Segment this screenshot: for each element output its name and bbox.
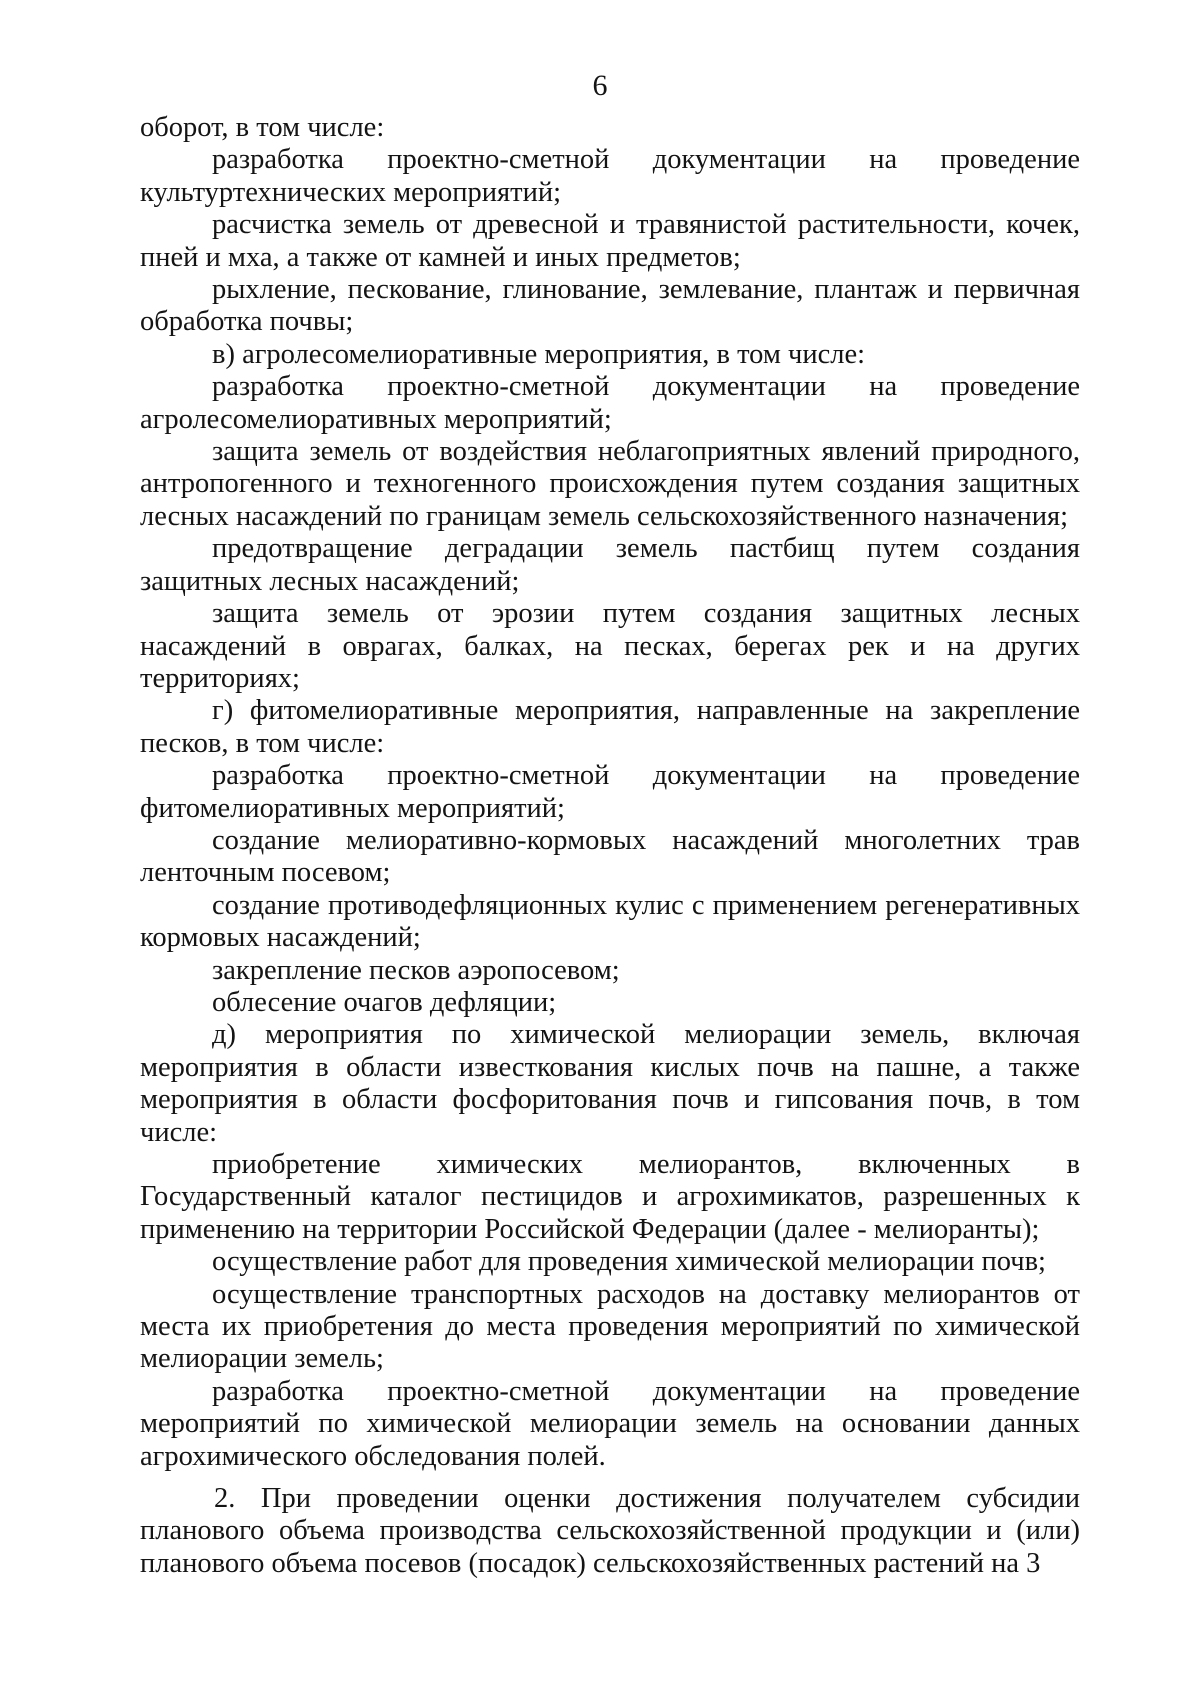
paragraph-section-d: д) мероприятия по химической мелиорации земель, включая мероприятия в области известкования кислых почв на пашне, а также мероприятия в области фосфоритования почв и гипсования почв, в том числе: xyxy=(140,1019,1080,1148)
paragraph-item-2: 2. При проведении оценки достижения получателем субсидии планового объема производства сельскохозяйственной продукции и (или) планового объема посевов (посадок) сельскохозяйственных растений на 3 xyxy=(140,1483,1080,1579)
paragraph: расчистка земель от древесной и травянистой растительности, кочек, пней и мха, а также от камней и иных предметов; xyxy=(140,209,1080,273)
paragraph-section-g: г) фитомелиоративные мероприятия, направленные на закрепление песков, в том числе: xyxy=(140,695,1080,759)
paragraph: разработка проектно-сметной документации на проведение фитомелиоративных мероприятий; xyxy=(140,760,1080,824)
paragraph: разработка проектно-сметной документации на проведение агролесомелиоративных мероприятий; xyxy=(140,371,1080,435)
paragraph: закрепление песков аэропосевом; xyxy=(212,954,620,986)
paragraph: разработка проектно-сметной документации на проведение мероприятий по химической мелиорации земель на основании данных агрохимического обследования полей. xyxy=(140,1375,1080,1472)
paragraph: защита земель от эрозии путем создания защитных лесных насаждений в оврагах, балках, на песках, берегах рек и на других территориях; xyxy=(140,598,1080,694)
paragraph: защита земель от воздействия неблагоприятных явлений природного, антропогенного и техногенного происхождения путем создания защитных лесных насаждений по границам земель сельскохозяйственного назначения; xyxy=(140,436,1080,532)
paragraph: разработка проектно-сметной документации на проведение культуртехнических мероприятий; xyxy=(140,144,1080,208)
paragraph: создание противодефляционных кулис с применением регенеративных кормовых насаждений; xyxy=(140,889,1080,954)
paragraph: приобретение химических мелиорантов, включенных в Государственный каталог пестицидов и агрохимикатов, разрешенных к применению на территории Российской Федерации (далее - мелиоранты); xyxy=(140,1149,1080,1245)
document-body xyxy=(140,112,1080,1580)
paragraph-section-v: в) агролесомелиоративные мероприятия, в том числе: xyxy=(212,338,866,370)
paragraph: рыхление, пескование, глинование, землевание, плантаж и первичная обработка почвы; xyxy=(140,274,1080,338)
paragraph: осуществление транспортных расходов на доставку мелиорантов от места их приобретения до места проведения мероприятий по химической мелиорации земель; xyxy=(140,1278,1080,1375)
page-number: 6 xyxy=(592,69,608,102)
paragraph: создание мелиоративно-кормовых насаждений многолетних трав ленточным посевом; xyxy=(140,824,1080,889)
paragraph-continuation: оборот, в том числе: xyxy=(140,112,385,143)
paragraph: предотвращение деградации земель пастбищ путем создания защитных лесных насаждений; xyxy=(140,533,1080,597)
paragraph: облесение очагов дефляции; xyxy=(212,986,557,1018)
paragraph: осуществление работ для проведения химической мелиорации почв; xyxy=(212,1246,1046,1278)
